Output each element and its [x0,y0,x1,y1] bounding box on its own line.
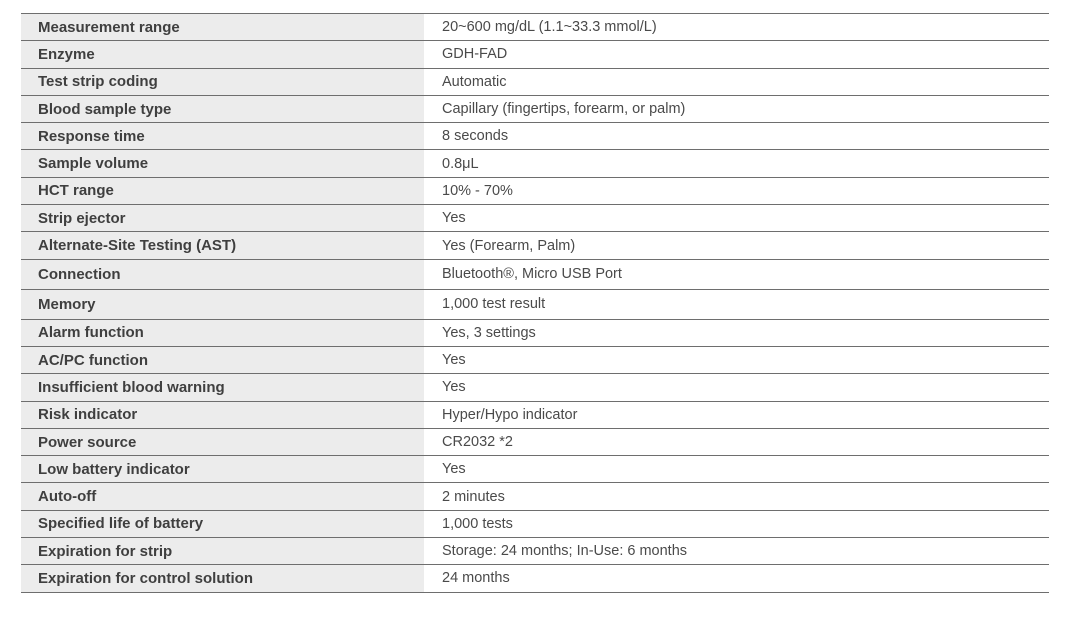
spec-label: Power source [21,429,425,455]
spec-value: Yes, 3 settings [425,320,1049,346]
spec-label: Low battery indicator [21,456,425,482]
spec-value: 10% - 70% [425,178,1049,204]
spec-label: HCT range [21,178,425,204]
table-row [21,374,1049,401]
spec-label: Specified life of battery [21,511,425,537]
spec-label: Risk indicator [21,402,425,428]
spec-value: 1,000 tests [425,511,1049,537]
table-row [21,538,1049,565]
spec-value: Automatic [425,69,1049,95]
table-row [21,347,1049,374]
spec-label: AC/PC function [21,347,425,373]
spec-label: Blood sample type [21,96,425,122]
table-row [21,565,1049,592]
spec-label: Sample volume [21,150,425,176]
spec-label: Memory [21,290,425,319]
table-row [21,150,1049,177]
table-row [21,96,1049,123]
spec-label: Expiration for control solution [21,565,425,591]
spec-value: GDH-FAD [425,41,1049,67]
spec-value: 2 minutes [425,483,1049,509]
table-row [21,511,1049,538]
spec-label: Strip ejector [21,205,425,231]
spec-value: 1,000 test result [425,290,1049,319]
table-row [21,290,1049,320]
table-row [21,178,1049,205]
spec-label: Response time [21,123,425,149]
spec-label: Insufficient blood warning [21,374,425,400]
table-row [21,123,1049,150]
spec-value: Bluetooth®, Micro USB Port [425,260,1049,289]
specifications-table [21,13,1049,593]
table-row [21,232,1049,259]
spec-label: Auto-off [21,483,425,509]
spec-label: Connection [21,260,425,289]
spec-value: 0.8μL [425,150,1049,176]
spec-label: Expiration for strip [21,538,425,564]
spec-value: Yes [425,374,1049,400]
spec-value: Yes (Forearm, Palm) [425,232,1049,258]
table-row [21,260,1049,290]
table-row [21,205,1049,232]
spec-value: 20~600 mg/dL (1.1~33.3 mmol/L) [425,14,1049,40]
spec-label: Measurement range [21,14,425,40]
spec-value: Storage: 24 months; In-Use: 6 months [425,538,1049,564]
spec-value: 24 months [425,565,1049,591]
spec-value: Yes [425,456,1049,482]
table-row [21,320,1049,347]
spec-label: Alarm function [21,320,425,346]
table-row [21,41,1049,68]
table-row [21,69,1049,96]
spec-label: Alternate-Site Testing (AST) [21,232,425,258]
spec-value: Capillary (fingertips, forearm, or palm) [425,96,1049,122]
table-row [21,14,1049,41]
spec-label: Test strip coding [21,69,425,95]
table-row [21,483,1049,510]
table-row [21,456,1049,483]
spec-value: Hyper/Hypo indicator [425,402,1049,428]
table-row [21,402,1049,429]
spec-value: CR2032 *2 [425,429,1049,455]
spec-value: Yes [425,205,1049,231]
spec-label: Enzyme [21,41,425,67]
table-row [21,429,1049,456]
spec-value: 8 seconds [425,123,1049,149]
spec-value: Yes [425,347,1049,373]
